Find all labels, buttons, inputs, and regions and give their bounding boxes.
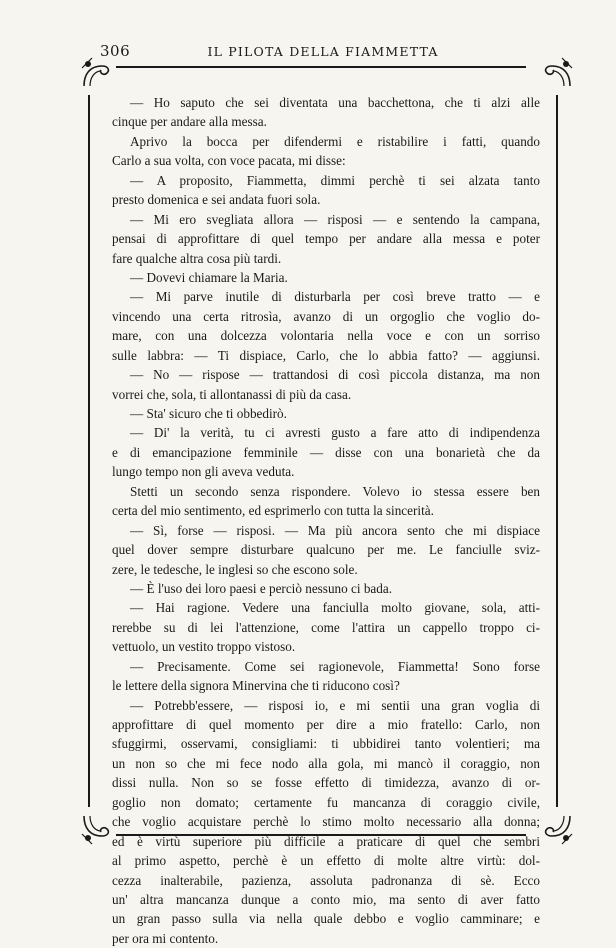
flourish-icon: [540, 812, 574, 846]
page-number: 306: [100, 42, 131, 60]
text-line: un gran passo sulla via nella quale debbo e voglio camminare; e: [112, 911, 540, 927]
running-title: IL PILOTA DELLA FIAMMETTA: [207, 44, 439, 59]
text-line: un' altra mancanza dunque a conto mio, ma sento di aver fatto: [112, 891, 540, 907]
text-line: cezza inalterabile, pazienza, assoluta padronanza di sè. Ecco: [112, 872, 540, 888]
text-line: vincendo una certa ritrosìa, avanzo di un orgoglio che voglio do-: [112, 308, 540, 324]
text-line: ed è virtù superiore più difficile a praticare di quel che sembri: [112, 833, 540, 849]
text-line: fare qualche altra cosa più tardi.: [112, 250, 282, 266]
text-line: e di emancipazione femminile — disse con una bonarietà che da: [112, 444, 540, 460]
text-line: goglio non domato; certamente fu mancanza di coraggio civile,: [112, 794, 540, 810]
text-line: certa del mio sentimento, ed esprimerlo con tutta la sincerità.: [112, 503, 434, 519]
text-line: Carlo a sua volta, con voce pacata, mi disse:: [112, 153, 346, 169]
text-line: zere, le tedesche, le inglesi so che escono sole.: [112, 561, 358, 577]
text-line: per ora mi contento.: [112, 930, 219, 946]
text-line: mare, con una dolcezza volontaria nella voce e con un sorriso: [112, 328, 540, 344]
text-line: — Sì, forse — risposi. — Ma più ancora sento che mi dispiace: [130, 522, 540, 538]
text-line: dissi nulla. Non so se fosse effetto di timidezza, avanzo di or-: [112, 775, 540, 791]
frame-right-rule: [556, 95, 558, 807]
text-line: vettuolo, un vestito troppo vistoso.: [112, 639, 296, 655]
text-line: — No — rispose — trattandosi di così piccola distanza, ma non: [130, 367, 540, 383]
text-line: — Potrebb'essere, — risposi io, e mi sentii una gran voglia di: [130, 697, 540, 713]
text-line: — Mi parve inutile di disturbarla per così breve tratto — e: [130, 289, 540, 305]
frame-left-rule: [88, 95, 90, 807]
text-line: Aprivo la bocca per difendermi e ristabilire i fatti, quando: [130, 133, 540, 149]
text-line: che voglio acquistare perchè lo stimo molto necessario alla donna;: [112, 814, 540, 830]
frame-top-rule: [116, 66, 526, 68]
text-line: sulle labbra: — Ti dispiace, Carlo, che lo abbia fatto? — aggiunsi.: [112, 347, 540, 363]
text-line: — Hai ragione. Vedere una fanciulla molto giovane, sola, atti-: [130, 600, 540, 616]
text-line: cinque per andare alla messa.: [112, 114, 267, 130]
text-line: vorrei che, sola, ti allontanassi di più da casa.: [112, 386, 352, 402]
text-line: — Precisamente. Come sei ragionevole, Fiammetta! Sono forse: [130, 658, 540, 674]
text-line: al primo aspetto, perchè è un effetto di molte altre virtù: dol-: [112, 853, 540, 869]
text-line: Stetti un secondo senza rispondere. Volevo io stessa essere ben: [130, 483, 540, 499]
text-line: quel dover sempre disturbare qualcuno per me. Le fanciulle sviz-: [112, 542, 540, 558]
text-line: — Dovevi chiamare la Maria.: [130, 269, 288, 285]
text-line: pensai di approfittare di quel tempo per andare alla messa e poter: [112, 231, 540, 247]
flourish-icon: [540, 56, 574, 90]
text-line: — A proposito, Fiammetta, dimmi perchè ti sei alzata tanto: [130, 172, 540, 188]
text-line: rerebbe su di lei l'attenzione, come l'attira un cappello troppo ci-: [112, 619, 540, 635]
flourish-icon: [80, 56, 114, 90]
text-line: — Di' la verità, tu ci avresti gusto a fare atto di indipendenza: [130, 425, 540, 441]
flourish-icon: [80, 812, 114, 846]
text-line: lungo tempo non gli aveva veduta.: [112, 464, 295, 480]
text-line: approfittare di quel momento per dire a mio fratello: Carlo, non: [112, 717, 540, 732]
text-line: le lettere della signora Minervina che ti riducono così?: [112, 678, 400, 694]
text-line: — È l'uso dei loro paesi e perciò nessuno ci bada.: [130, 580, 393, 596]
text-line: — Mi ero svegliata allora — risposi — e sentendo la campana,: [130, 211, 540, 227]
body-text: [112, 93, 540, 948]
text-line: — Sta' sicuro che ti obbedirò.: [130, 406, 287, 421]
text-line: — Ho saputo che sei diventata una bacchettona, che ti alzi alle: [130, 95, 540, 110]
text-line: un non so che mi fece nodo alla gola, mi mancò il coraggio, non: [112, 755, 540, 771]
text-line: sfuggirmi, osservami, consigliami: ti ubbidirei tanto volentieri; ma: [112, 736, 540, 752]
text-line: presto domenica e sei andata fuori sola.: [112, 192, 321, 208]
